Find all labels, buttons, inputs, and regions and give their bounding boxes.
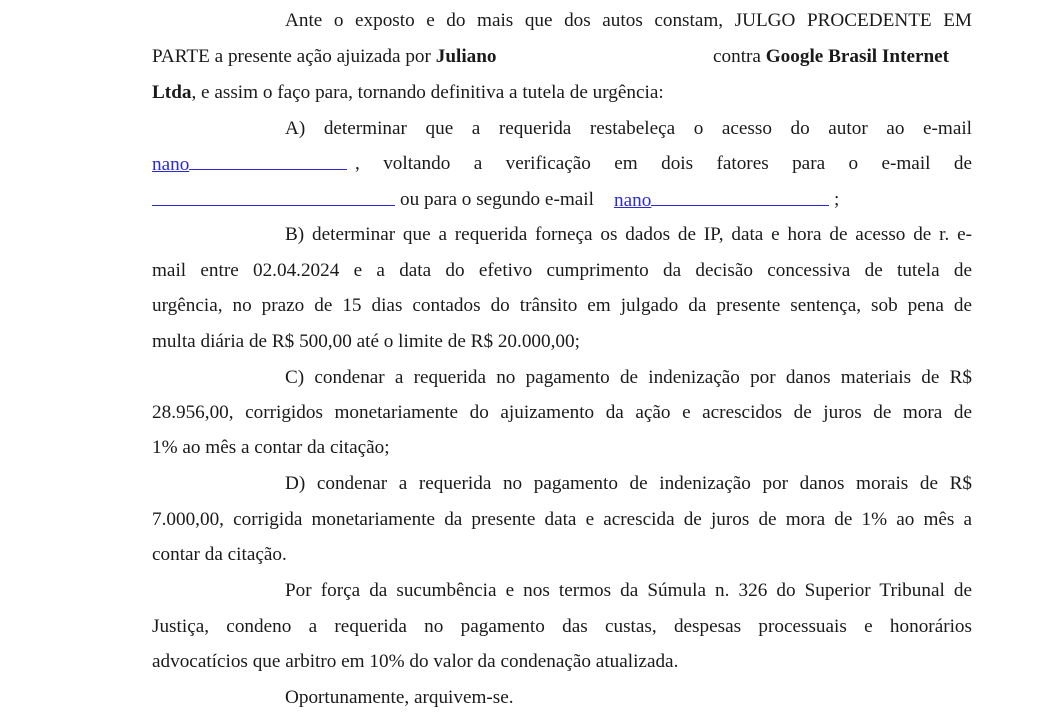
redacted-email-link-3[interactable] — [614, 187, 829, 214]
item-c-line-3: 1% ao mês a contar da citação; — [152, 437, 390, 458]
defendant-name-cont: Ltda — [152, 82, 192, 103]
intro-line-3-text: , e assim o faço para, tornando definitiva a tutela de urgência: — [191, 82, 664, 103]
item-d-line-2: 7.000,00, corrigida monetariamente da presente data e acrescida de juros de mora de 1% ao mês a — [152, 509, 972, 530]
item-a-line-3-text: ou para o segundo e-mail — [400, 189, 594, 210]
item-b-line-4: multa diária de R$ 500,00 até o limite de R$ 20.000,00; — [152, 331, 580, 352]
intro-line-2-contra — [713, 44, 949, 70]
item-a-line-3 — [152, 187, 972, 213]
item-b-line-2: mail entre 02.04.2024 e a data do efetivo cumprimento da decisão concessiva de tutela de — [152, 260, 972, 281]
sucumbencia-line-2: Justiça, condeno a requerida no pagamento das custas, despesas processuais e honorários — [152, 616, 972, 637]
item-a-line-2-text: , voltando a verificação em dois fatores para o e-mail de — [355, 153, 972, 174]
item-c-line-1: C) condenar a requerida no pagamento de indenização por danos materiais de R$ — [285, 367, 972, 388]
redacted-email-link-1[interactable] — [152, 154, 347, 175]
item-a-line-3-end: ; — [834, 189, 840, 210]
sucumbencia-line-3: advocatícios que arbitro em 10% do valor da condenação atualizada. — [152, 651, 679, 672]
email-link-3-text: nano — [614, 190, 652, 211]
plaintiff-name: Juliano — [435, 46, 497, 67]
item-c-line-2: 28.956,00, corrigidos monetariamente do ajuizamento da ação e acrescidos de juros de mora de — [152, 402, 972, 423]
item-d-line-1: D) condenar a requerida no pagamento de indenização por danos morais de R$ — [285, 473, 972, 494]
contra-word: contra — [713, 46, 761, 67]
redaction-1 — [189, 151, 347, 170]
intro-line-3 — [152, 80, 972, 106]
item-b-line-1: B) determinar que a requerida forneça os dados de IP, data e hora de acesso de r. e- — [285, 224, 972, 245]
item-d-line-3: contar da citação. — [152, 544, 287, 565]
intro-line-2-text: PARTE a presente ação ajuizada por — [152, 46, 431, 67]
defendant-name: Google Brasil Internet — [765, 46, 950, 67]
redaction-3 — [651, 187, 829, 206]
intro-line-2 — [152, 44, 972, 70]
sucumbencia-line-1: Por força da sucumbência e nos termos da Súmula n. 326 do Superior Tribunal de — [285, 580, 972, 601]
redacted-email-link-2[interactable] — [152, 190, 395, 211]
closing-line: Oportunamente, arquivem-se. — [285, 687, 514, 708]
item-a-line-2 — [152, 151, 972, 177]
email-link-1-text: nano — [152, 154, 190, 175]
item-b-line-3: urgência, no prazo de 15 dias contados do trânsito em julgado da presente sentença, sob pena de — [152, 295, 972, 316]
intro-line-1: Ante o exposto e do mais que dos autos constam, JULGO PROCEDENTE EM — [285, 10, 972, 31]
item-a-line-1: A) determinar que a requerida restabeleça o acesso do autor ao e-mail — [285, 118, 972, 139]
redaction-2 — [152, 187, 395, 206]
